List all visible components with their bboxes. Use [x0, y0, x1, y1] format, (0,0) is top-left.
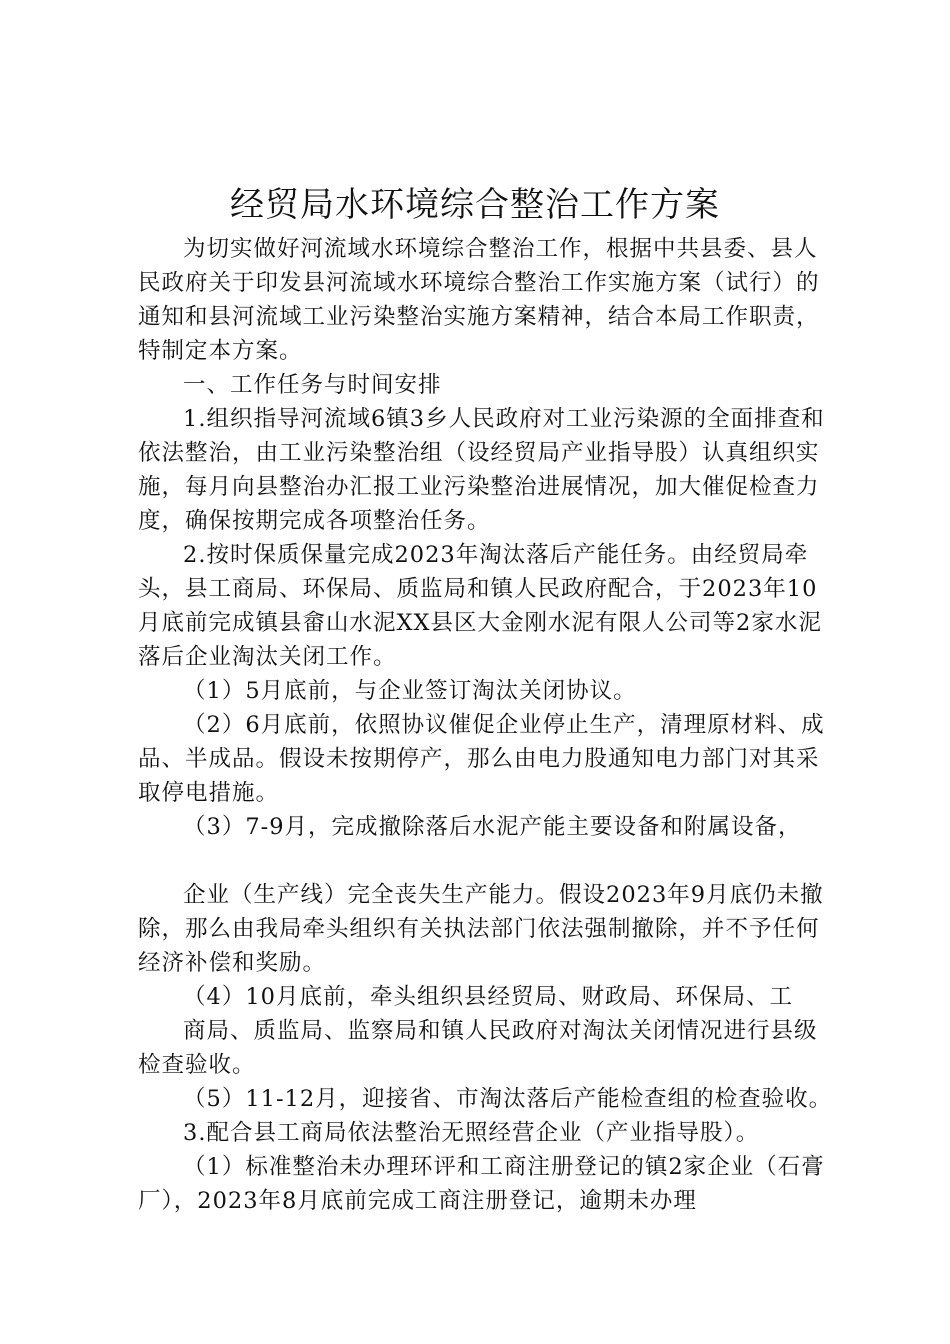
paragraph-subitem-2: （2）6月底前，依照协议催促企业停止生产，清理原材料、成品、半成品。假设未按期停产，那么由电力股通知电力部门对其采取停电措施。	[138, 712, 825, 806]
paragraph-item-1: 1.组织指导河流域6镇3乡人民政府对工业污染源的全面排查和依法整治，由工业污染整治组（设经贸局产业指导股）认真组织实施，每月向县整治办汇报工业污染整治进展情况，加大催促检查力度，确保按期完成各项整治任务。	[138, 406, 825, 534]
paragraph-item-3: 3.配合县工商局依法整治无照经营企业（产业指导股）。	[183, 1120, 760, 1146]
paragraph-subitem-1: （1）5月底前，与企业签订淘汰关闭协议。	[183, 678, 637, 704]
paragraph-item-3-subitem-1: （1）标准整治未办理环评和工商注册登记的镇2家企业（石膏厂），2023年8月底前完成工商注册登记，逾期未办理	[138, 1154, 825, 1214]
page-break-gap	[138, 844, 838, 878]
paragraph-subitem-3: （3）7-9月，完成撤除落后水泥产能主要设备和附属设备，	[183, 814, 802, 840]
section-heading-tasks: 一、工作任务与时间安排	[183, 372, 442, 398]
paragraph-subitem-3-continued: 企业（生产线）完全丧失生产能力。假设2023年9月底仍未撤除，那么由我局牵头组织有关执法部门依法强制撤除，并不予任何经济补偿和奖励。	[138, 882, 824, 976]
document-title: 经贸局水环境综合整治工作方案	[230, 185, 720, 225]
paragraph-item-2: 2.按时保质保量完成2023年淘汰落后产能任务。由经贸局牵头，县工商局、环保局、质监局和镇人民政府配合，于2023年10月底前完成镇县畲山水泥XX县区大金刚水泥有限人公司等2家水泥落后企业淘汰关闭工作。	[138, 542, 822, 670]
paragraph-subitem-5: （5）11-12月，迎接省、市淘汰落后产能检查组的检查验收。	[183, 1086, 833, 1112]
paragraph-intro: 为切实做好河流域水环境综合整治工作，根据中共县委、县人民政府关于印发县河流域水环境综合整治工作实施方案（试行）的通知和县河流域工业污染整治实施方案精神，结合本局工作职责，特制定本方案。	[138, 236, 820, 364]
document-body	[138, 232, 838, 1218]
paragraph-subitem-4-continued: 商局、质监局、监察局和镇人民政府对淘汰关闭情况进行县级检查验收。	[138, 1018, 818, 1078]
paragraph-subitem-4: （4）10月底前，牵头组织县经贸局、财政局、环保局、工	[183, 984, 793, 1010]
